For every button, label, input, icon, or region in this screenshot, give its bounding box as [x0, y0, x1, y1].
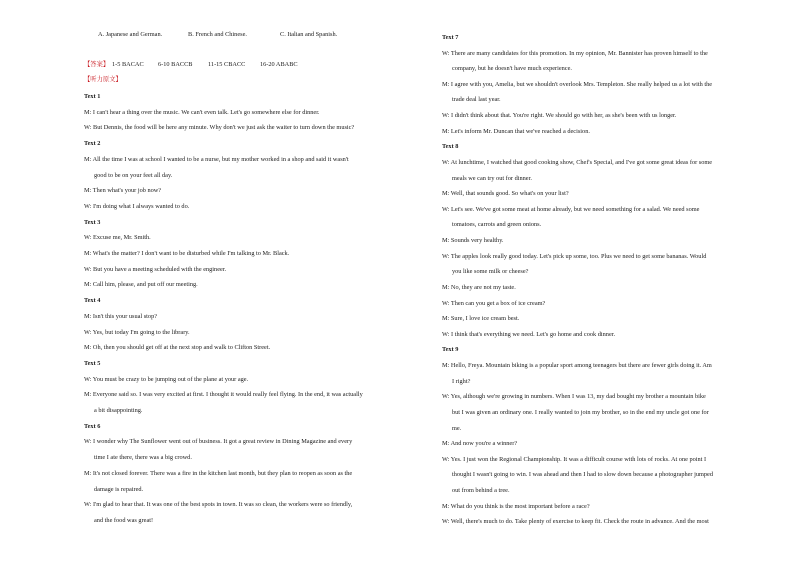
- transcript-line: W: Let's see. We've got some meat at home already, but we need something for a salad. We need some: [442, 205, 700, 213]
- section-label: 【听力原文】: [84, 76, 122, 83]
- transcript-continuation: meals we can try out for dinner.: [452, 174, 532, 182]
- transcript-line: M: Well, that sounds good. So what's on your list?: [442, 190, 569, 198]
- transcript-line: W: I think that's everything we need. Let's go home and cook dinner.: [442, 330, 616, 338]
- transcript-continuation: time I ate there, there was a big crowd.: [94, 454, 192, 462]
- answer-group: 1-5 BACAC: [112, 61, 144, 68]
- transcript-continuation: trade deal last year.: [452, 96, 501, 104]
- answer-group: 11-15 CBACC: [208, 61, 246, 68]
- transcript-line: W: Excuse me, Mr. Smith.: [84, 234, 151, 242]
- transcript-continuation: and the food was great!: [94, 516, 154, 524]
- text-heading: Text 5: [84, 359, 101, 367]
- transcript-line: M: Oh, then you should get off at the next stop and walk to Clifton Street.: [84, 344, 271, 352]
- transcript-line: W: Yes. I just won the Regional Championship. It was a difficult course with lots of rocks. At one point I: [442, 455, 707, 463]
- transcript-line: M: I can't hear a thing over the music. We can't even talk. Let's go somewhere else for dinner.: [84, 108, 320, 116]
- transcript-continuation: thought I wasn't going to win. I was ahead and then I had to slow down because a photographer jumped: [452, 471, 713, 479]
- transcript-line: W: You must be crazy to be jumping out of the plane at your age.: [84, 375, 249, 383]
- transcript-line: W: I wonder why The Sunflower went out of business. It got a great review in Dining Magazine and every: [84, 438, 353, 446]
- transcript-line: M: Everyone said so. I was very excited at first. I thought it would really feel flying. In the end, it was actually: [84, 391, 363, 399]
- transcript-line: W: There are many candidates for this promotion. In my opinion, Mr. Bannister has proven himself to the: [442, 49, 708, 57]
- text-heading: Text 8: [442, 143, 459, 151]
- transcript-line: W: Yes, but today I'm going to the library.: [84, 328, 190, 336]
- transcript-line: M: Hello, Freya. Mountain biking is a popular sport among teenagers but there are fewer girls doing it. Am: [442, 362, 712, 370]
- transcript-line: W: The apples look really good today. Let's pick up some, too. Plus we need to get some bananas. Would: [442, 252, 707, 260]
- transcript-line: M: And now you're a winner?: [442, 440, 518, 448]
- text-heading: Text 2: [84, 140, 101, 148]
- transcript-line: W: Then can you get a box of ice cream?: [442, 299, 546, 307]
- option-c: C. Italian and Spanish.: [280, 31, 338, 38]
- option-b: B. French and Chinese.: [188, 31, 247, 38]
- transcript-line: M: Isn't this your usual stop?: [84, 312, 158, 320]
- transcript-line: M: Sounds very healthy.: [442, 237, 504, 245]
- transcript-continuation: I right?: [452, 377, 471, 385]
- transcript-continuation: me.: [452, 424, 462, 432]
- transcript-line: W: At lunchtime, I watched that good cooking show, Chef's Special, and I've got some great ideas for some: [442, 158, 713, 166]
- transcript-continuation: good to be on your feet all day.: [94, 171, 173, 179]
- transcript-line: M: Call him, please, and put off our meeting.: [84, 281, 198, 289]
- text-heading: Text 1: [84, 93, 101, 100]
- option-a: A. Japanese and German.: [98, 31, 163, 38]
- transcript-continuation: a bit disappointing.: [94, 407, 143, 414]
- text-heading: Text 4: [84, 297, 101, 305]
- transcript-continuation: tomatoes, carrots and green onions.: [452, 221, 542, 229]
- answer-label: 【答案】: [84, 61, 110, 68]
- transcript-line: W: Yes, although we're growing in numbers. When I was 13, my dad bought my brother a mountain bike: [442, 393, 706, 401]
- transcript-continuation: you like some milk or cheese?: [452, 268, 529, 276]
- transcript-line: M: What do you think is the most important before a race?: [442, 502, 590, 510]
- transcript-line: W: I didn't think about that. You're right. We should go with her, as she's been with us longer.: [442, 112, 677, 120]
- text-heading: Text 7: [442, 34, 459, 41]
- transcript-line: M: What's the matter? I don't want to be disturbed while I'm talking to Mr. Black.: [84, 250, 290, 257]
- transcript-line: W: I'm doing what I always wanted to do.: [84, 202, 190, 210]
- transcript-continuation: damage is repaired.: [94, 485, 144, 493]
- transcript-line: M: No, they are not my taste.: [442, 283, 516, 291]
- transcript-continuation: but I was given an ordinary one. I really wanted to join my brother, so in the end my uncle got one for: [452, 408, 709, 416]
- transcript-line: M: All the time I was at school I wanted to be a nurse, but my mother worked in a shop and said it wasn't: [84, 155, 349, 163]
- answer-group: 16-20 ABABC: [260, 61, 298, 68]
- text-heading: Text 9: [442, 346, 459, 354]
- answer-group: 6-10 BACCB: [158, 61, 193, 68]
- transcript-line: W: But you have a meeting scheduled with the engineer.: [84, 265, 227, 273]
- transcript-continuation: out from behind a tree.: [452, 486, 510, 494]
- transcript-line: W: But Dennis, the food will be here any minute. Why don't we just ask the waiter to turn down the music?: [84, 124, 355, 132]
- text-heading: Text 3: [84, 218, 101, 226]
- text-heading: Text 6: [84, 422, 101, 430]
- transcript-line: W: Well, there's much to do. Take plenty of exercise to keep fit. Check the route in advance. And the most: [442, 518, 709, 526]
- transcript-line: M: Then what's your job now?: [84, 187, 162, 195]
- transcript-line: M: It's not closed forever. There was a fire in the kitchen last month, but they plan to reopen as soon as the: [84, 469, 353, 477]
- transcript-line: M: Sure, I love ice cream best.: [442, 315, 520, 323]
- transcript-line: W: I'm glad to hear that. It was one of the best spots in town. It was so clean, the workers were so friendly,: [84, 501, 353, 509]
- transcript-line: M: Let's inform Mr. Duncan that we've reached a decision.: [442, 127, 590, 135]
- transcript-line: M: I agree with you, Amelia, but we shouldn't overlook Mrs. Templeton. She really helped us a lot with the: [442, 80, 713, 88]
- transcript-continuation: company, but he doesn't have much experience.: [452, 65, 572, 73]
